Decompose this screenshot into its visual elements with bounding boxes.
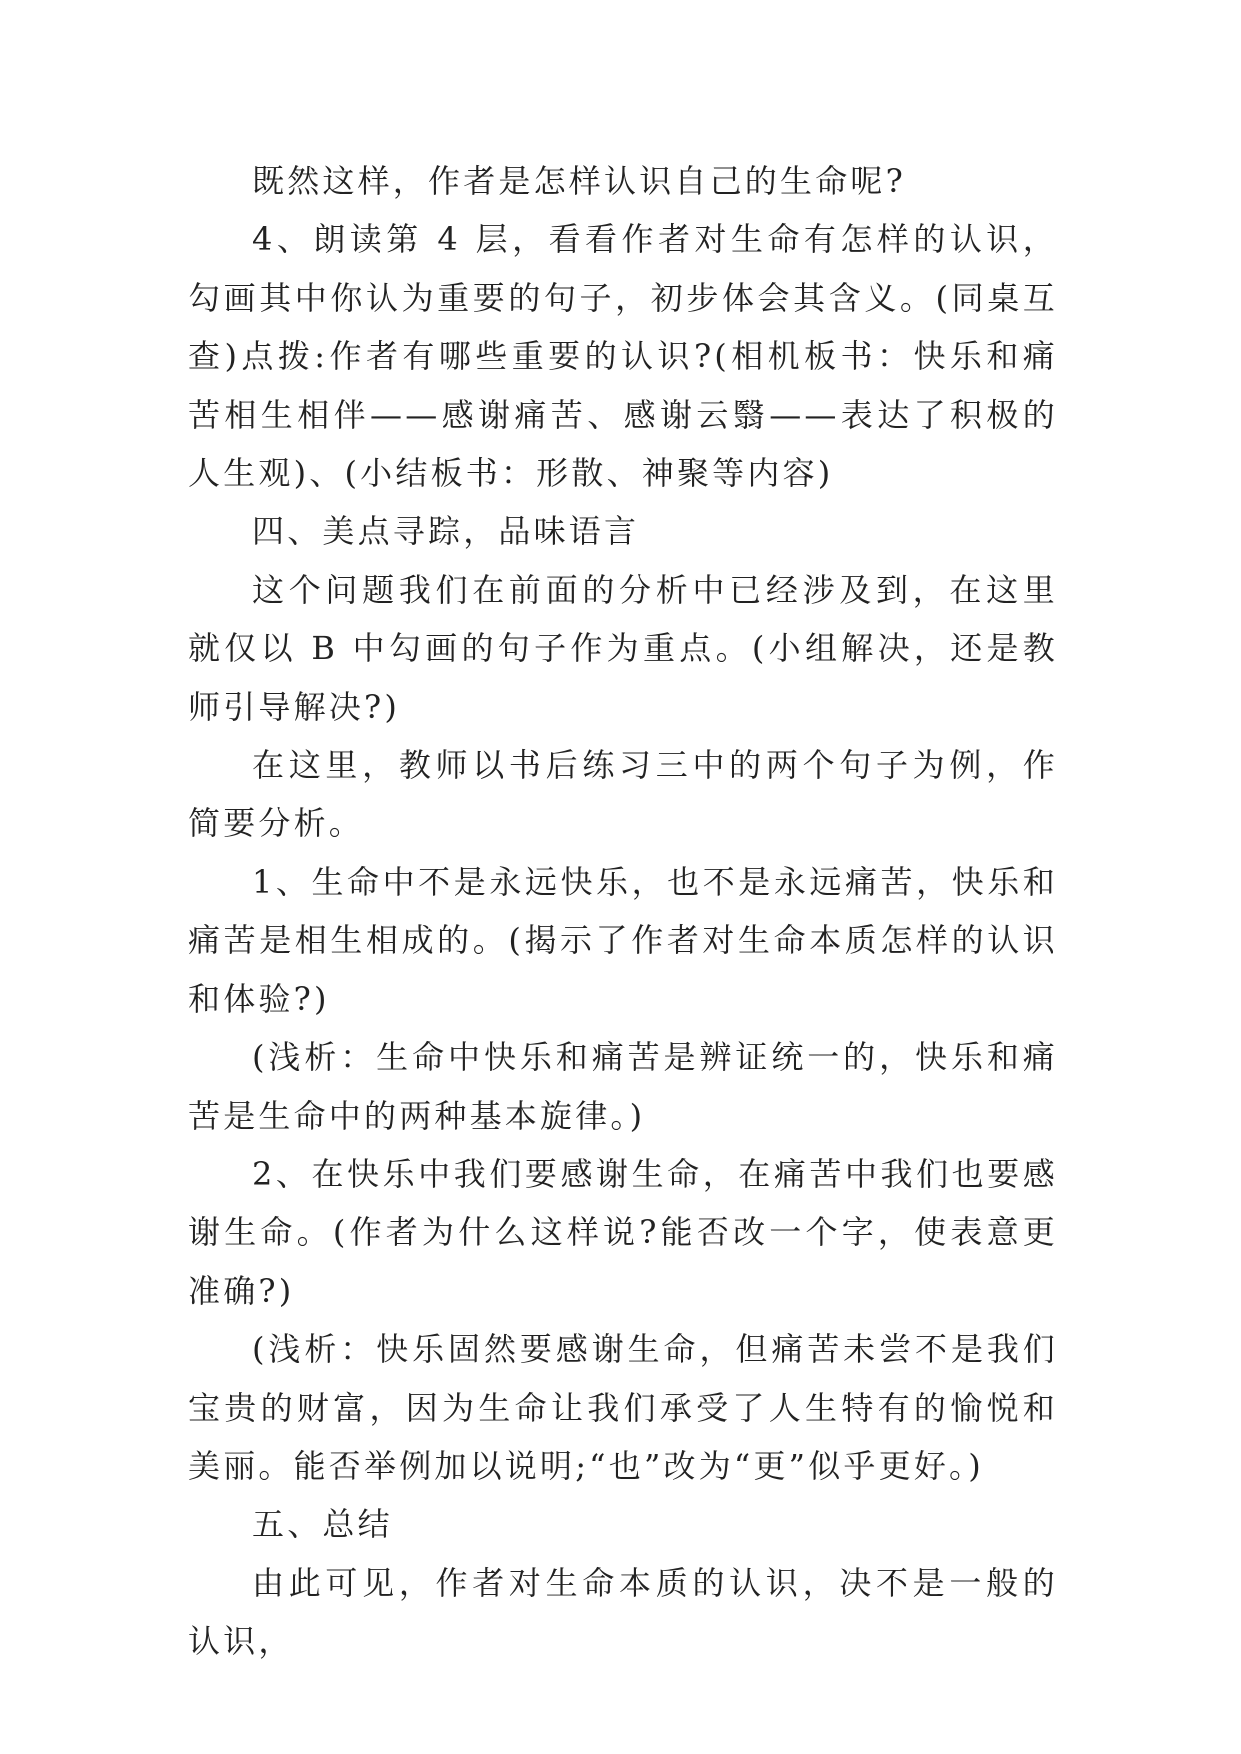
- paragraph-sentence-2: 2、在快乐中我们要感谢生命，在痛苦中我们也要感谢生命。(作者为什么这样说?能否改一个字，使表意更准确?): [188, 1154, 1058, 1310]
- paragraph-question: 既然这样，作者是怎样认识自己的生命呢?: [252, 162, 906, 200]
- section-heading-4: 四、美点寻踪，品味语言: [252, 512, 640, 551]
- paragraph-summary: 由此可见，作者对生命本质的认识，决不是一般的认识，: [188, 1563, 1058, 1661]
- document-body: [188, 152, 1058, 1671]
- paragraph-analysis-2: (浅析：快乐固然要感谢生命，但痛苦未尝不是我们宝贵的财富，因为生命让我们承受了人生特有的愉悦和美丽。能否举例加以说明;“也”改为“更”似乎更好。): [188, 1330, 1058, 1485]
- paragraph-step-4: 4、朗读第 4 层，看看作者对生命有怎样的认识，勾画其中你认为重要的句子，初步体会其含义。(同桌互查)点拨:作者有哪些重要的认识?(相机板书：快乐和痛苦相生相伴——感谢痛苦、感谢云翳——表达了积极的人生观)、(小结板书：形散、神聚等内容): [188, 220, 1058, 493]
- paragraph-teacher: 在这里，教师以书后练习三中的两个句子为例，作简要分析。: [188, 746, 1058, 843]
- paragraph-intro: 这个问题我们在前面的分析中已经涉及到，在这里就仅以 B 中勾画的句子作为重点。(小组解决，还是教师引导解决?): [188, 570, 1058, 726]
- section-heading-5: 五、总结: [252, 1505, 393, 1544]
- paragraph-sentence-1: 1、生命中不是永远快乐，也不是永远痛苦，快乐和痛苦是相生相成的。(揭示了作者对生命本质怎样的认识和体验?): [188, 862, 1058, 1018]
- paragraph-analysis-1: (浅析：生命中快乐和痛苦是辨证统一的，快乐和痛苦是生命中的两种基本旋律。): [188, 1038, 1058, 1135]
